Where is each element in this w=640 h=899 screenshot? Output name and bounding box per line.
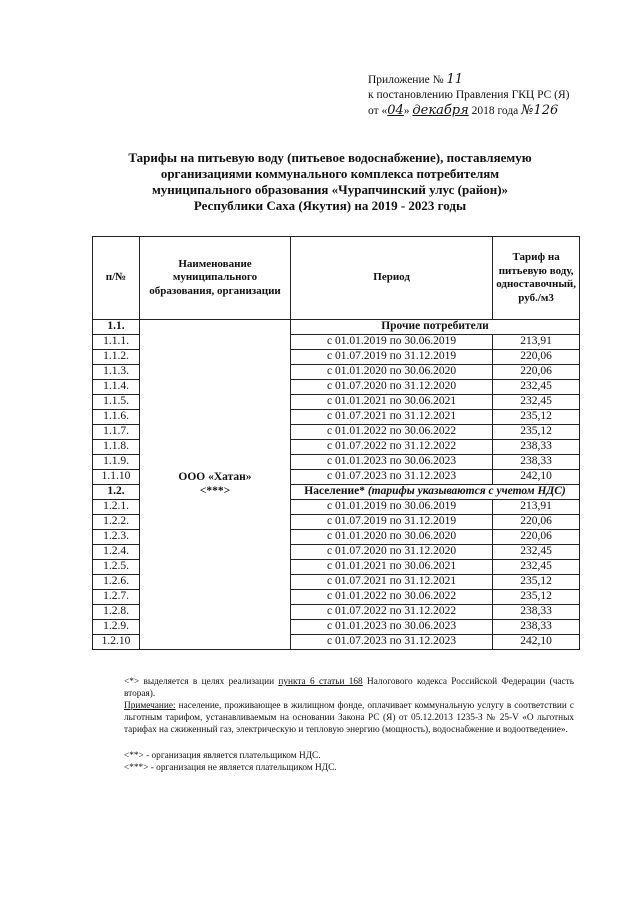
row-num: 1.1.6. bbox=[93, 410, 140, 425]
row-tariff: 220,06 bbox=[493, 530, 580, 545]
footnotes bbox=[124, 676, 574, 774]
row-period: с 01.07.2023 по 31.12.2023 bbox=[291, 635, 493, 650]
row-period: с 01.07.2020 по 31.12.2020 bbox=[291, 545, 493, 560]
row-tariff: 220,06 bbox=[493, 365, 580, 380]
row-num: 1.2.7. bbox=[93, 590, 140, 605]
row-num: 1.1.9. bbox=[93, 455, 140, 470]
row-period: с 01.07.2022 по 31.12.2022 bbox=[291, 440, 493, 455]
row-period: с 01.01.2021 по 30.06.2021 bbox=[291, 560, 493, 575]
row-period: с 01.01.2023 по 30.06.2023 bbox=[291, 455, 493, 470]
organization-mark: <***> bbox=[199, 484, 231, 497]
table-body bbox=[93, 320, 580, 650]
footnote-remark: Примечание: население, проживающее в жилищном фонде, оплачивает коммунальную услугу в соответствии с льготным тарифом, устанавливаемым на основании Закона РС (Я) от 05.12.2013 1235-З № 25-V «О льготных тарифах на сжиженный газ, электрическую и тепловую энергию (мощность), водоснабжение и водоотведение». bbox=[124, 701, 574, 735]
row-num: 1.2.6. bbox=[93, 575, 140, 590]
row-num: 1.1.7. bbox=[93, 425, 140, 440]
row-num: 1.2.9. bbox=[93, 620, 140, 635]
group-label bbox=[291, 485, 580, 500]
row-num: 1.1.3. bbox=[93, 365, 140, 380]
row-period: с 01.07.2019 по 31.12.2019 bbox=[291, 515, 493, 530]
row-period: с 01.01.2019 по 30.06.2019 bbox=[291, 500, 493, 515]
row-tariff: 235,12 bbox=[493, 425, 580, 440]
group-row-other bbox=[93, 320, 580, 335]
row-tariff: 242,10 bbox=[493, 470, 580, 485]
row-tariff: 232,45 bbox=[493, 380, 580, 395]
row-num: 1.1.5. bbox=[93, 395, 140, 410]
row-num: 1.1.4. bbox=[93, 380, 140, 395]
row-period: с 01.01.2020 по 30.06.2020 bbox=[291, 530, 493, 545]
appendix-month: декабря bbox=[412, 103, 469, 118]
row-tariff: 232,45 bbox=[493, 545, 580, 560]
footnote-vat: <*> выделяется в целях реализации пункта 6 статьи 168 Налогового кодекса Российской Федерации (часть вторая). bbox=[124, 677, 574, 699]
footnote-non-vat-payer: <***> - организация не является плательщиком НДС. bbox=[124, 763, 337, 773]
row-period: с 01.07.2019 по 31.12.2019 bbox=[291, 350, 493, 365]
group-label-note: (тарифы указываются с учетом НДС) bbox=[367, 485, 566, 498]
row-period: с 01.01.2021 по 30.06.2021 bbox=[291, 395, 493, 410]
group-num: 1.1. bbox=[93, 320, 140, 335]
row-period: с 01.07.2021 по 31.12.2021 bbox=[291, 410, 493, 425]
row-tariff: 238,33 bbox=[493, 455, 580, 470]
row-tariff: 220,06 bbox=[493, 515, 580, 530]
appendix-line1: Приложение № 11 bbox=[368, 72, 463, 87]
row-period: с 01.01.2022 по 30.06.2022 bbox=[291, 590, 493, 605]
row-num: 1.2.3. bbox=[93, 530, 140, 545]
group-num: 1.2. bbox=[93, 485, 140, 500]
row-num: 1.1.2. bbox=[93, 350, 140, 365]
row-num: 1.2.1. bbox=[93, 500, 140, 515]
row-period: с 01.01.2019 по 30.06.2019 bbox=[291, 335, 493, 350]
row-num: 1.1.8. bbox=[93, 440, 140, 455]
appendix-block bbox=[368, 72, 570, 119]
header-tariff: Тариф на питьевую воду, одноставочный, руб./м3 bbox=[493, 237, 580, 320]
document-title: Тарифы на питьевую воду (питьевое водоснабжение), поставляемую организациями коммунального комплекса потребителям муниципального образования «Чурапчинский улус (район)» Республики Саха (Якутия) на 2019 - 2023 годы bbox=[128, 150, 532, 213]
row-num: 1.2.10 bbox=[93, 635, 140, 650]
row-tariff: 232,45 bbox=[493, 395, 580, 410]
row-num: 1.2.2. bbox=[93, 515, 140, 530]
row-period: с 01.07.2022 по 31.12.2022 bbox=[291, 605, 493, 620]
row-tariff: 213,91 bbox=[493, 500, 580, 515]
appendix-day: 04 bbox=[387, 103, 404, 118]
group-label: Прочие потребители bbox=[291, 320, 580, 335]
appendix-doc-number: №126 bbox=[521, 103, 559, 118]
row-tariff: 242,10 bbox=[493, 635, 580, 650]
row-num: 1.2.8. bbox=[93, 605, 140, 620]
row-tariff: 238,33 bbox=[493, 620, 580, 635]
group-label-main: Население* bbox=[304, 485, 365, 498]
row-num: 1.1.10 bbox=[93, 470, 140, 485]
row-tariff: 213,91 bbox=[493, 335, 580, 350]
row-period: с 01.07.2020 по 31.12.2020 bbox=[291, 380, 493, 395]
header-num: п/№ bbox=[93, 237, 140, 320]
row-period: с 01.01.2020 по 30.06.2020 bbox=[291, 365, 493, 380]
row-tariff: 238,33 bbox=[493, 605, 580, 620]
tariff-table bbox=[92, 236, 580, 650]
row-tariff: 220,06 bbox=[493, 350, 580, 365]
organization-cell bbox=[140, 320, 291, 650]
organization-name: ООО «Хатан» bbox=[178, 471, 252, 483]
footnote-vat-payer: <**> - организация является плательщиком НДС. bbox=[124, 751, 321, 761]
header-period: Период bbox=[291, 237, 493, 320]
appendix-line2: к постановлению Правления ГКЦ РС (Я) bbox=[368, 89, 570, 101]
row-tariff: 235,12 bbox=[493, 410, 580, 425]
row-num: 1.1.1. bbox=[93, 335, 140, 350]
table-header-row bbox=[93, 237, 580, 320]
row-num: 1.2.5. bbox=[93, 560, 140, 575]
row-period: с 01.01.2023 по 30.06.2023 bbox=[291, 620, 493, 635]
row-tariff: 235,12 bbox=[493, 590, 580, 605]
row-tariff: 235,12 bbox=[493, 575, 580, 590]
row-num: 1.2.4. bbox=[93, 545, 140, 560]
tax-code-link[interactable]: пункта 6 статьи 168 bbox=[278, 677, 363, 687]
header-org: Наименование муниципального образования, организации bbox=[140, 237, 291, 320]
row-period: с 01.07.2023 по 31.12.2023 bbox=[291, 470, 493, 485]
row-tariff: 238,33 bbox=[493, 440, 580, 455]
appendix-line3: от «04» декабря 2018 года №126 bbox=[368, 103, 559, 118]
row-tariff: 232,45 bbox=[493, 560, 580, 575]
row-period: с 01.07.2021 по 31.12.2021 bbox=[291, 575, 493, 590]
appendix-number: 11 bbox=[446, 72, 463, 87]
row-period: с 01.01.2022 по 30.06.2022 bbox=[291, 425, 493, 440]
